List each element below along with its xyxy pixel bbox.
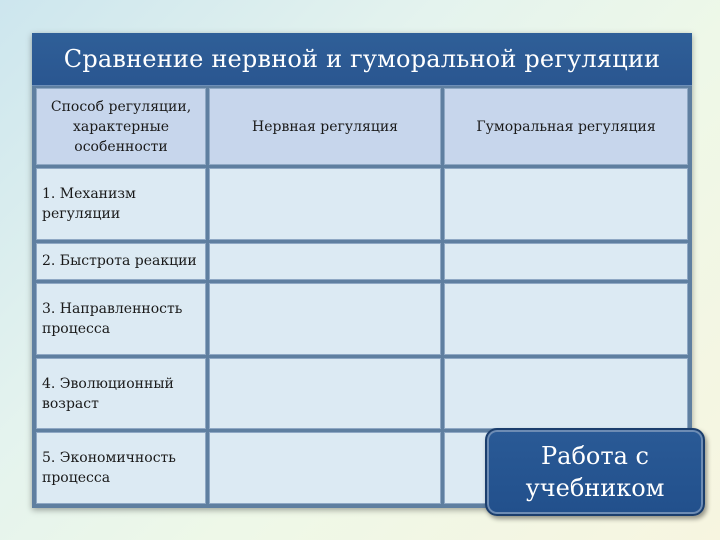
table-row — [36, 283, 688, 355]
cell-nervous — [209, 283, 441, 355]
row-label: 1. Механизм регуляции — [36, 168, 206, 240]
table-row — [36, 243, 688, 281]
cell-nervous — [209, 168, 441, 240]
header-humoral: Гуморальная регуляция — [444, 88, 688, 165]
row-label: 2. Быстрота реакции — [36, 243, 206, 281]
row-label: 5. Экономичность процесса — [36, 432, 206, 504]
cell-nervous — [209, 358, 441, 430]
table-row — [36, 358, 688, 430]
header-criteria: Способ регуляции, характерные особенности — [36, 88, 206, 165]
cell-nervous — [209, 432, 441, 504]
header-nervous: Нервная регуляция — [209, 88, 441, 165]
cell-nervous — [209, 243, 441, 281]
cell-humoral — [444, 243, 688, 281]
row-label: 4. Эволюционный возраст — [36, 358, 206, 430]
table-header-row — [36, 88, 688, 165]
cell-humoral — [444, 283, 688, 355]
table-row — [36, 168, 688, 240]
cell-humoral — [444, 358, 688, 430]
slide-title: Сравнение нервной и гуморальной регуляции — [32, 33, 692, 86]
row-label: 3. Направленность процесса — [36, 283, 206, 355]
cell-humoral — [444, 168, 688, 240]
textbook-work-button[interactable]: Работа с учебником — [485, 428, 705, 516]
